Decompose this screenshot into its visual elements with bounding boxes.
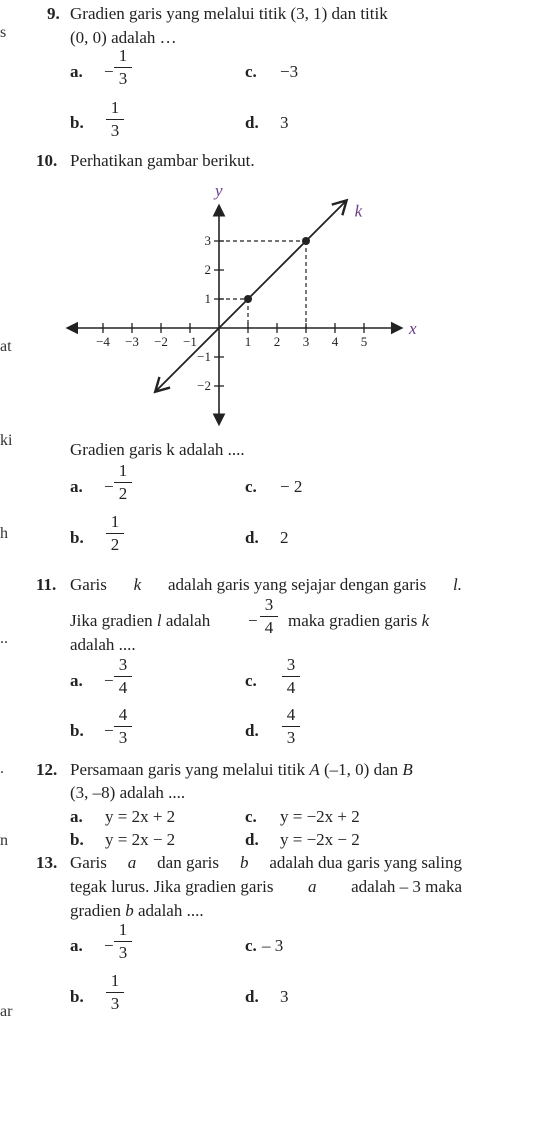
y-axis-label: y [215, 181, 223, 201]
minus-sign: − [104, 477, 114, 496]
question-text: maka gradien garis k [288, 611, 430, 630]
option-label[interactable]: b. [70, 987, 84, 1006]
x-tick-label: −1 [183, 334, 197, 349]
question-text: Garis k adalah garis yang sejajar dengan garis l. [70, 575, 462, 594]
y-tick-label: −1 [197, 349, 211, 364]
minus-sign: − [248, 611, 258, 630]
option-value: −3 [280, 62, 299, 81]
option-label[interactable]: a. [70, 477, 83, 496]
question-text: Perhatikan gambar berikut. [70, 151, 255, 170]
option-fraction: 4 3 [282, 706, 300, 747]
question-number: 12. [36, 760, 58, 779]
option-fraction: 1 2 [114, 462, 132, 503]
x-tick-label: −3 [125, 334, 139, 349]
question-text: Garis a dan garis b adalah dua garis yang saling [70, 853, 462, 872]
question-text: Gradien garis yang melalui titik (3, 1) dan titik [70, 4, 388, 23]
option-label[interactable]: c. [245, 807, 257, 826]
y-tick-label: 3 [204, 233, 211, 248]
minus-sign: − [104, 936, 114, 955]
question-number: 11. [36, 575, 57, 594]
minus-sign: − [104, 671, 114, 690]
option-label[interactable]: d. [245, 830, 259, 849]
inline-fraction: 3 4 [260, 596, 278, 637]
option-label[interactable]: c. [245, 936, 257, 955]
question-number: 10. [36, 151, 58, 170]
option-value: 3 [280, 113, 289, 132]
option-fraction: 1 3 [106, 99, 124, 140]
option-label[interactable]: d. [245, 987, 259, 1006]
option-value: – 3 [262, 936, 284, 955]
minus-sign: − [104, 62, 114, 81]
question-text: adalah .... [70, 635, 136, 654]
x-tick-label: −2 [154, 334, 168, 349]
question-text: Jika gradien l adalah [70, 611, 211, 630]
question-text: (0, 0) adalah … [70, 28, 177, 47]
coordinate-graph [0, 180, 548, 440]
option-label[interactable]: d. [245, 721, 259, 740]
option-fraction: 1 3 [114, 47, 132, 88]
x-tick-label: 3 [302, 334, 310, 349]
data-point [302, 237, 310, 245]
option-label[interactable]: d. [245, 113, 259, 132]
x-tick-label: 1 [244, 334, 252, 349]
option-label[interactable]: b. [70, 528, 84, 547]
margin-fragment: h [0, 525, 8, 542]
option-fraction: 3 4 [114, 656, 132, 697]
question-text: gradien b adalah .... [70, 901, 204, 920]
x-tick-label: 4 [331, 334, 339, 349]
line-k [155, 200, 346, 391]
x-tick-label: −4 [96, 334, 110, 349]
y-tick-label: 2 [204, 262, 211, 277]
option-fraction: 1 2 [106, 513, 124, 554]
margin-fragment: ar [0, 1003, 13, 1020]
option-label[interactable]: c. [245, 671, 257, 690]
option-value: y = 2x − 2 [105, 830, 176, 849]
option-label[interactable]: c. [245, 62, 257, 81]
data-point [244, 295, 252, 303]
question-text: Persamaan garis yang melalui titik A (–1, 0) dan B [70, 760, 413, 779]
option-fraction: 4 3 [114, 706, 132, 747]
option-value: 2 [280, 528, 289, 547]
option-value: y = 2x + 2 [105, 807, 176, 826]
y-tick-label: −2 [197, 378, 211, 393]
option-label[interactable]: a. [70, 671, 83, 690]
option-value: y = −2x + 2 [280, 807, 360, 826]
margin-fragment: s [0, 24, 7, 41]
option-label[interactable]: a. [70, 807, 83, 826]
option-fraction: 1 3 [114, 921, 132, 962]
question-text: tegak lurus. Jika gradien garis a adalah – 3 maka [70, 877, 462, 896]
margin-fragment: ki [0, 432, 13, 449]
option-label[interactable]: a. [70, 62, 83, 81]
margin-fragment: .. [0, 630, 8, 647]
option-label[interactable]: a. [70, 936, 83, 955]
question-text: Gradien garis k adalah .... [70, 440, 245, 459]
line-k-label: k [354, 201, 363, 221]
option-fraction: 1 3 [106, 972, 124, 1013]
question-number: 13. [36, 853, 58, 872]
margin-fragment: at [0, 338, 12, 355]
option-label[interactable]: d. [245, 528, 259, 547]
option-label[interactable]: b. [70, 721, 84, 740]
option-value: 3 [280, 987, 289, 1006]
x-axis-label: x [409, 319, 417, 338]
question-number: 9. [47, 4, 60, 23]
option-label[interactable]: c. [245, 477, 257, 496]
question-text: (3, –8) adalah .... [70, 783, 186, 802]
option-value: y = −2x − 2 [280, 830, 360, 849]
margin-fragment: n [0, 832, 8, 849]
minus-sign: − [104, 721, 114, 740]
option-value: − 2 [280, 477, 303, 496]
option-label[interactable]: b. [70, 830, 84, 849]
option-label[interactable]: b. [70, 113, 84, 132]
option-fraction: 3 4 [282, 656, 300, 697]
y-tick-label: 1 [204, 291, 211, 306]
x-tick-label: 2 [273, 334, 281, 349]
margin-fragment: . [0, 760, 4, 777]
x-tick-label: 5 [360, 334, 368, 349]
